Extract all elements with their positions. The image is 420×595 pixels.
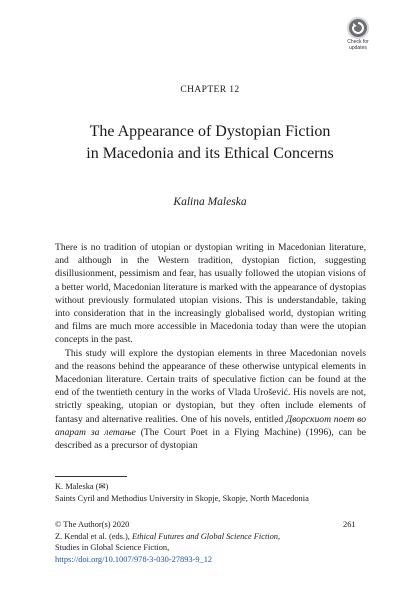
check-for-updates-icon	[347, 17, 369, 39]
copyright-line: © The Author(s) 2020	[55, 520, 130, 529]
series-line: Studies in Global Science Fiction,	[55, 543, 170, 552]
check-for-updates-label: Check for updates	[347, 39, 369, 51]
affiliation-text: Saints Cyril and Methodius University in Skopje, Skopje, North Macedonia	[55, 493, 309, 503]
copyright-block	[55, 519, 375, 565]
book-title: Ethical Futures and Global Science Fiction	[131, 531, 278, 541]
paragraph-2: This study will explore the dystopian elements in three Macedonian novels and the reasons behind the appearance of these otherwise untypical elements in Macedonian literature. Certain traits of speculative fiction can be found at the end of the twentieth century in the works of Vlada Urošević. His novels are not, strictly speaking, utopian or dystopian, but they often include elements of fantasy and alternative realities. One of his novels, entitled Дворскиот поет во апарат за летање (The Court Poet in a Flying Machine) (1996), can be described as a precursor of dystopian	[55, 347, 367, 452]
novel-title-cyrillic: Дворскиот поет во апарат за летање	[55, 413, 367, 438]
page-number: 261	[343, 520, 356, 529]
title-line-2: in Macedonia and its Ethical Concerns	[86, 145, 334, 162]
chapter-label: CHAPTER 12	[180, 85, 240, 95]
paragraph-1: There is no tradition of utopian or dystopian writing in Macedonian literature, and although in the Western tradition, dystopian fiction, suggesting disillusionment, pessimism and fear, has usually followed the utopian visions of a better world, Macedonian literature is marked with the appearance of dystopias without previously formulated utopian visions. This is understandable, taking into consideration that in the increasingly globalised world, dystopian writing and films are much more accessible in Macedonia today than were the utopian concepts in the past.	[55, 242, 366, 346]
editors-line: Z. Kendal et al. (eds.), Ethical Futures and Global Science Fiction,	[55, 531, 281, 541]
author-name: Kalina Maleska	[173, 196, 247, 208]
chapter-title	[40, 121, 380, 165]
footnote-author: K. Maleska (✉)	[55, 482, 109, 491]
check-for-updates-badge[interactable]	[341, 17, 375, 57]
author-affiliation	[55, 481, 375, 504]
doi-link[interactable]: https://doi.org/10.1007/978-3-030-27893-9_12	[55, 554, 213, 564]
footnote-rule	[55, 476, 127, 477]
title-line-1: The Appearance of Dystopian Fiction	[89, 123, 331, 140]
body-text	[55, 241, 366, 452]
